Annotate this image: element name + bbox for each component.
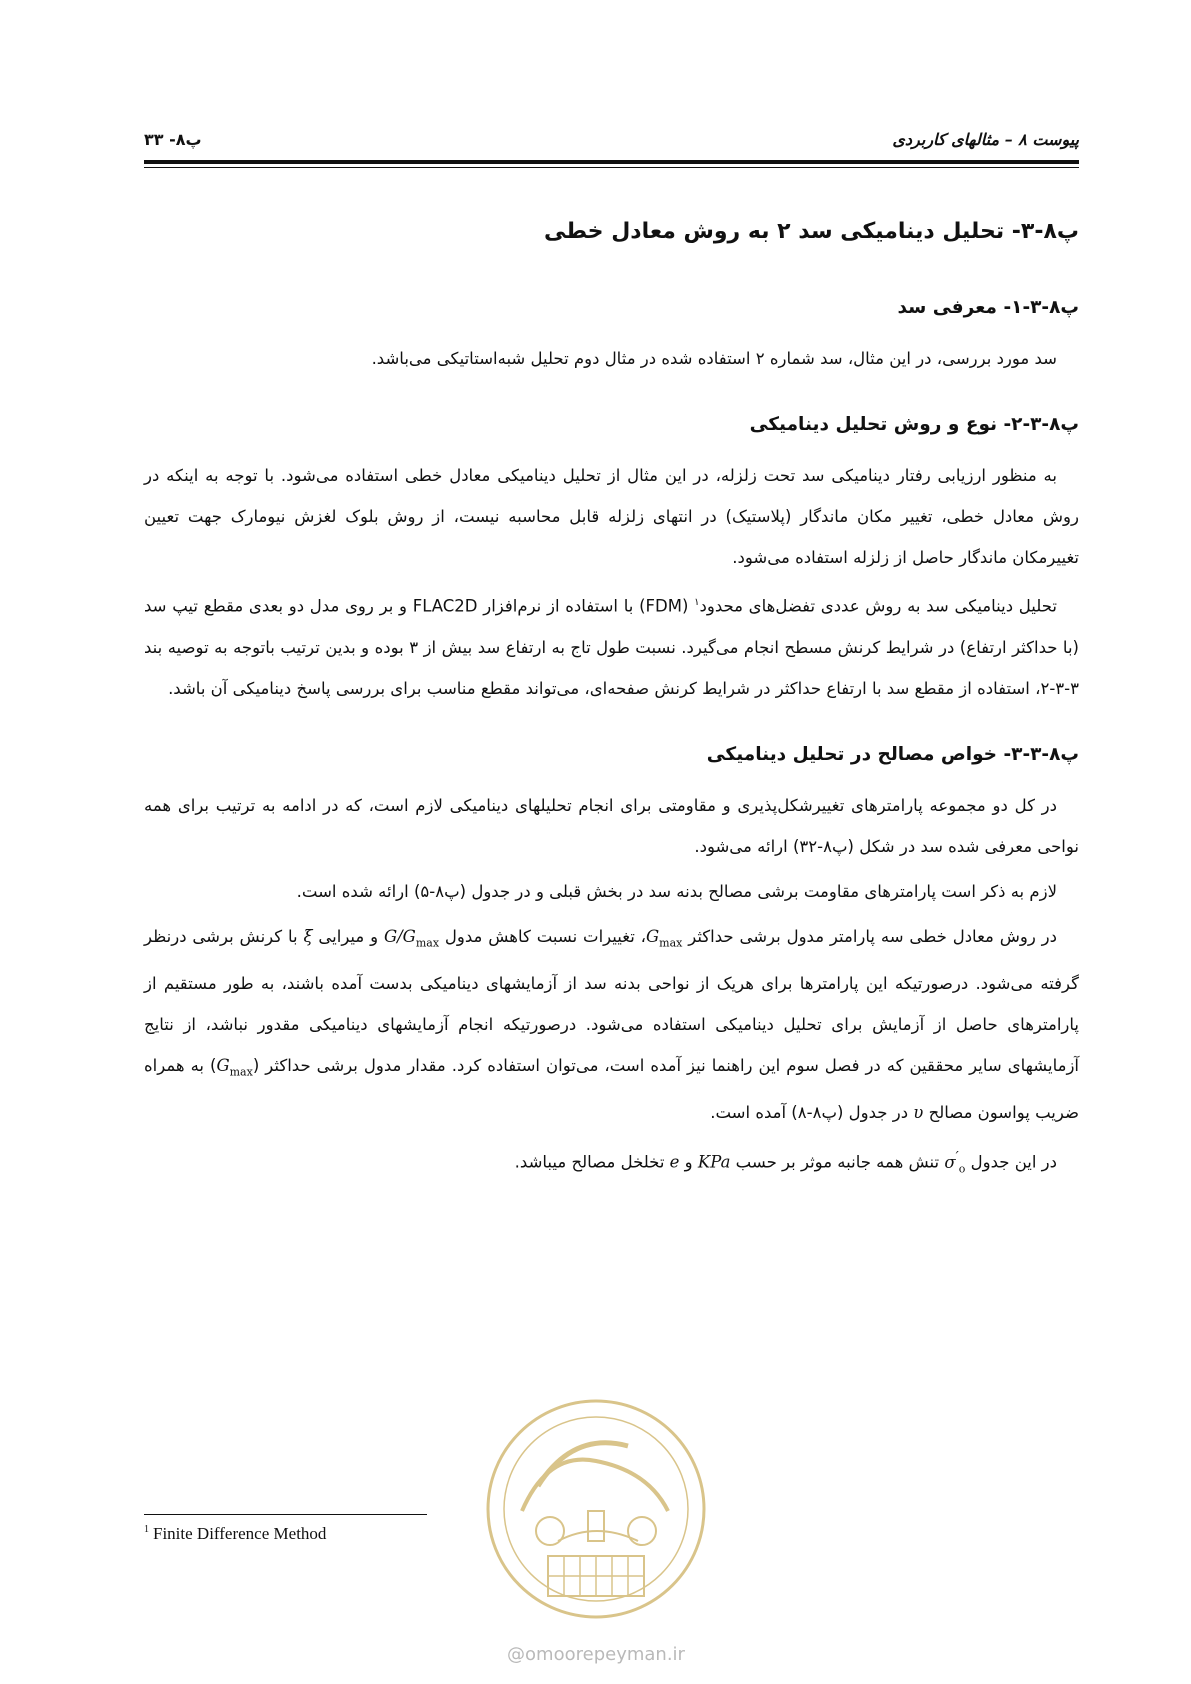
header-rule-thick bbox=[144, 160, 1079, 164]
math-g-over-gmax bbox=[383, 926, 440, 949]
header-rule-thin bbox=[144, 167, 1079, 168]
math-symbol-g-ratio: G/G bbox=[383, 926, 416, 946]
text-fragment: در این جدول bbox=[965, 1152, 1057, 1172]
math-gmax-2 bbox=[216, 1055, 253, 1079]
fdm-text-start: تحلیل دینامیکی سد به روش عددی تفضل‌های محدود bbox=[699, 596, 1057, 616]
math-symbol-sigma: σ bbox=[944, 1152, 956, 1172]
math-e: e bbox=[669, 1152, 680, 1172]
footnote-text: Finite Difference Method bbox=[153, 1524, 327, 1543]
math-subscript-max: max bbox=[229, 1065, 253, 1079]
paragraph-analysis-method: به منظور ارزیابی رفتار دینامیکی سد تحت زلزله، در این مثال از تحلیل دینامیکی معادل خطی استفاده می‌شود. با توجه به اینکه در روش معادل خطی، تغییر مکان ماندگار (پلاستیک) در انتهای زلزله قابل محاسبه نیست، از روش بلوک لغزش نیومارک جهت تعیین تغییرمکان ماندگار حاصل از زلزله استفاده می‌شود. bbox=[144, 466, 1079, 567]
spacer bbox=[144, 393, 1079, 405]
text-fragment: در جدول (پ۸-۸) آمده است. bbox=[710, 1103, 914, 1123]
math-prime: ′ bbox=[955, 1149, 959, 1166]
math-kpa: KPa bbox=[697, 1152, 731, 1172]
text-fragment: با کرنش برشی درنظر گرفته می‌شود. درصورتیکه این پارامترها برای هریک از نواحی بدنه سد از آزمایشهای دینامیکی بدست آمده باشند، به طور مستقیم از پارامترهای حاصل از آزمایش برای تحلیل دینامیکی استفاده می‌شود. درصورتیکه انجام آزمایشهای دینامیکی مقدور نباشد، از نتایج آزمایشهای سایر محققین که در فصل سوم این راهنما نیز آمده است، می‌توان استفاده کرد. مقدار مدول برشی حداکثر ( bbox=[144, 926, 1079, 1075]
math-subscript-max: max bbox=[415, 935, 440, 949]
running-header-chapter: پیوست ۸ – مثالهای کاربردی bbox=[892, 130, 1079, 149]
subsection-title-2: پ۸-۳-۲- نوع و روش تحلیل دینامیکی bbox=[749, 414, 1079, 435]
text-fragment: ) به همراه ضریب پواسون مصالح bbox=[144, 1055, 1079, 1123]
math-xi: ξ bbox=[303, 926, 313, 946]
text-fragment: ، تغییرات نسبت کاهش مدول bbox=[439, 926, 646, 946]
math-subscript-max: max bbox=[659, 935, 683, 949]
subsection-title-1: پ۸-۳-۱- معرفی سد bbox=[897, 297, 1079, 318]
text-fragment: در روش معادل خطی سه پارامتر مدول برشی حداکثر bbox=[682, 926, 1057, 946]
footnote-mark: 1 bbox=[144, 1524, 149, 1536]
subsection-title-3: پ۸-۳-۳- خواص مصالح در تحلیل دینامیکی bbox=[706, 743, 1079, 765]
paragraph-shear-strength-note: لازم به ذکر است پارامترهای مقاومت برشی مصالح بدنه سد در بخش قبلی و در جدول (پ۸-۵) ارائه شده است. bbox=[296, 881, 1057, 901]
paragraph-equivalent-linear bbox=[144, 916, 1079, 1134]
footnote-rule bbox=[144, 1514, 427, 1515]
math-gmax bbox=[645, 926, 683, 949]
math-symbol-g: G bbox=[645, 926, 660, 946]
math-nu: υ bbox=[913, 1103, 924, 1123]
footnote bbox=[144, 1524, 326, 1544]
section-title: پ۸-۳- تحلیل دینامیکی سد ۲ به روش معادل خطی bbox=[543, 219, 1079, 244]
footnote-reference: ۱ bbox=[694, 597, 700, 608]
watermark-seal-logo bbox=[478, 1391, 714, 1641]
math-subscript-o: o bbox=[958, 1161, 966, 1175]
text-fragment: و میرایی bbox=[312, 926, 384, 946]
text-fragment: و bbox=[679, 1152, 698, 1172]
paragraph-dam-intro: سد مورد بررسی، در این مثال، سد شماره ۲ استفاده شده در مثال دوم تحلیل شبه‌استاتیکی می‌باشد. bbox=[371, 349, 1057, 368]
math-sigma-o-prime bbox=[944, 1149, 966, 1175]
text-fragment: تخلخل مصالح میباشد. bbox=[514, 1152, 670, 1172]
paragraph-fdm bbox=[144, 582, 1079, 709]
paragraph-table-notation bbox=[144, 1137, 1079, 1189]
spacer bbox=[144, 723, 1079, 735]
paragraph-material-params: در کل دو مجموعه پارامترهای تغییرشکل‌پذیری و مقاومتی برای انجام تحلیلهای دینامیکی لازم است، که در ادامه به ترتیب برای همه نواحی معرفی شده سد در شکل (پ۸-۳۲) ارائه می‌شود. bbox=[144, 795, 1079, 856]
watermark-site: @omoorepeyman.ir bbox=[507, 1644, 685, 1665]
math-symbol-g: G bbox=[216, 1055, 230, 1075]
text-fragment: تنش همه جانبه موثر بر حسب bbox=[730, 1152, 945, 1172]
running-header-page-number: پ۸- ۳۳ bbox=[144, 130, 202, 149]
main-content bbox=[144, 212, 1079, 1203]
fdm-text-end: (FDM) با استفاده از نرم‌افزار FLAC2D و بر روی مدل دو بعدی مقطع تیپ سد (با حداکثر ارتفاع) در شرایط کرنش مسطح انجام می‌گیرد. نسبت طول تاج به ارتفاع سد بیش از ۳ بوده و بدین ترتیب باتوجه به توصیه بند ۳-۳-۲، استفاده از مقطع سد با ارتفاع حداکثر در شرایط کرنش صفحه‌ای، می‌تواند مقطع مناسب برای بررسی پاسخ دینامیکی آن باشد. bbox=[144, 596, 1079, 698]
